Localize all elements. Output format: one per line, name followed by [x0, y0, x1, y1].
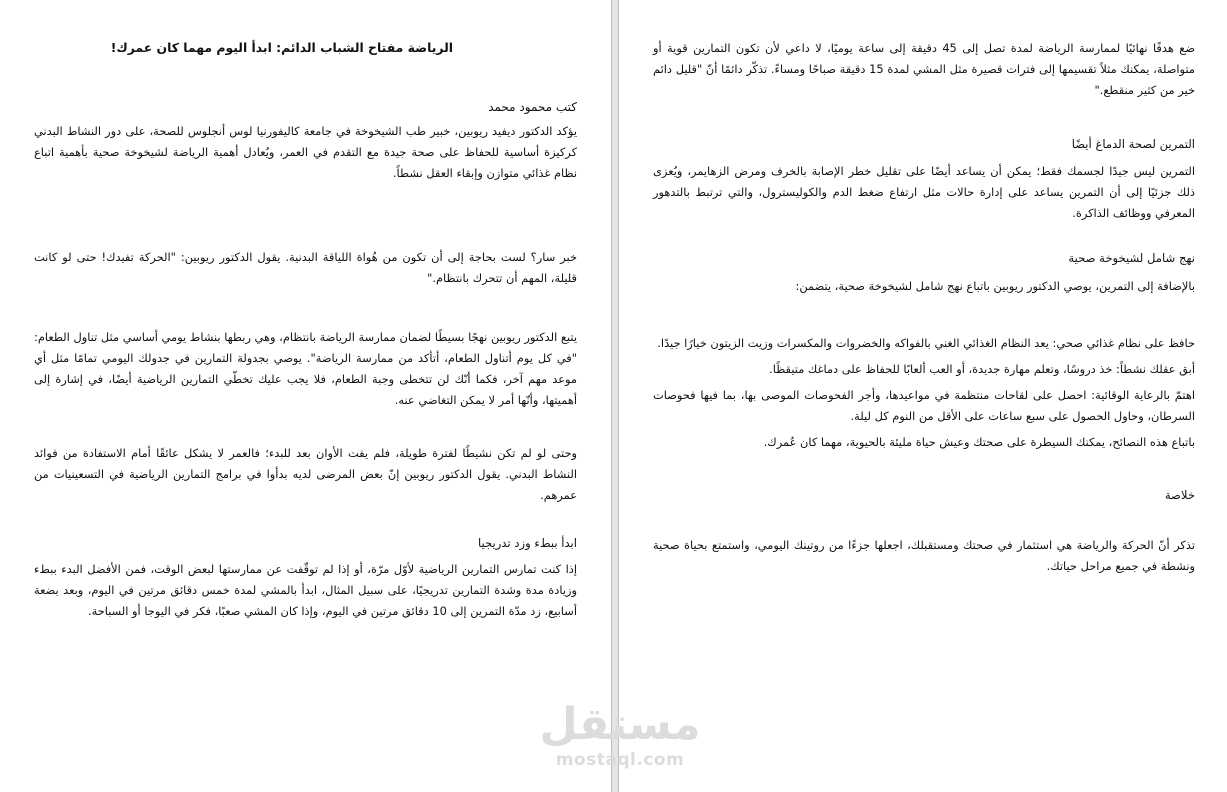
paragraph-good-news: خبر سار؟ لست بحاجة إلى أن تكون من هُواة اللياقة البدنية. يقول الدكتور ريوبين: "الحركة تفيدك! حتى لو كانت قليلة، المهم أن تتحرك بانتظام.": [34, 250, 577, 285]
watermark-arabic: مستقل: [539, 699, 701, 750]
tip-active-mind: أبق عقلك نشطاً: خذ دروسًا، وتعلم مهارة جديدة، أو العب ألعابًا للحفاظ على دماغك متيقظًا.: [769, 362, 1195, 376]
paragraph-summary: تذكر أنّ الحركة والرياضة هي استثمار في صحتك ومستقبلك، اجعلها جزءًا من روتينك اليومي، واستمتع بحياة صحية ونشطة في جميع مراحل حياتك.: [653, 538, 1195, 573]
tip-preventive-care: اهتمّ بالرعاية الوقائية: احصل على لقاحات منتظمة في مواعيدها، وأجر الفحوصات الموصى بها، بما فيها فحوصات السرطان، وحاول الحصول على سبع ساعات على الأقل من النوم كل ليلة.: [653, 388, 1195, 423]
heading-summary: خلاصة: [1164, 488, 1195, 502]
article-title: الرياضة مفتاح الشباب الدائم: ابدأ اليوم مهما كان عمرك!: [110, 40, 453, 55]
paragraph-holistic-approach: بالإضافة إلى التمرين، يوصي الدكتور ريوبين باتباع نهج شامل لشيخوخة صحية، يتضمن:: [795, 279, 1195, 293]
watermark-latin: mostaql.com: [555, 750, 685, 770]
paragraph-brain-health: التمرين ليس جيدًا لجسمك فقط؛ يمكن أن يساعد أيضًا على تقليل خطر الإصابة بالخرف ومرض الزهايمر، ويُعزى ذلك جزئيًا إلى أن التمرين يساعد على إدارة حالات مثل ارتفاع ضغط الدم والكوليسترول، والتي ترتبط بالتدهور المعرفي ووظائف الذاكرة.: [653, 164, 1195, 220]
tip-healthy-diet: حافظ على نظام غذائي صحي: يعد النظام الغذائي الغني بالفواكه والخضروات والمكسرات وزيت الزيتون خيارًا جيدًا.: [657, 336, 1195, 350]
document-page-left: [0, 0, 612, 792]
paragraph-start-slowly: إذا كنت تمارس التمارين الرياضية لأوّل مرّة، أو إذا لم توقّفت عن ممارستها لبعض الوقت، فمن الأفضل البدء ببطء وزيادة مدة وشدة التمارين تدريجيًا، على سبيل المثال، ابدأ بالمشي لمدة خمس دقائق مرتين في اليوم، وبعد بضعة أسابيع، زد مدّة التمرين إلى 10 دقائق مرتين في اليوم، وإذا كان المشي صعبًا، فكر في اليوجا أو السباحة.: [34, 562, 577, 618]
article-author: كتب محمود محمد: [488, 100, 577, 114]
paragraph-approach: يتبع الدكتور ريوبين نهجًا بسيطًا لضمان ممارسة الرياضة بانتظام، وهي ربطها بنشاط يومي أساسي مثل تناول الطعام: "في كل يوم أتناول الطعام، أتأكد من ممارسة الرياضة". يوصي بجدولة التمارين في جدولك اليومي تمامًا مثل أي موعد مهم آخر، فكما أنّك لن تتخطى وجبة الطعام، فلا يجب عليك تخطّي التمارين الرياضية أيضًا، في إشارة إلى أهميتها، وأنّها أمر لا يمكن التغاضي عنه.: [33, 330, 577, 407]
heading-brain-health: التمرين لصحة الدماغ أيضًا: [1071, 137, 1195, 151]
paragraph-follow-tips: باتباع هذه النصائح، يمكنك السيطرة على صحتك وعيش حياة مليئة بالحيوية، مهما كان عُمرك.: [763, 435, 1195, 449]
paragraph-never-late: وحتى لو لم تكن نشيطًا لفترة طويلة، فلم يفت الأوان بعد للبدء؛ فالعمر لا يشكل عائقًا أمام الاستفادة من فوائد النشاط البدني. يقول الدكتور ريوبين إنّ بعض المرضى لديه بدأوا في برامج التمارين الرياضية في التسعينيات من عمرهم.: [34, 446, 577, 502]
heading-start-slowly: ابدأ ببطء وزد تدريجيا: [477, 536, 577, 550]
document-page-right: [618, 0, 1227, 792]
heading-holistic-approach: نهج شامل لشيخوخة صحية: [1068, 251, 1195, 265]
paragraph-intro: يؤكد الدكتور ديفيد ريوبين، خبير طب الشيخوخة في جامعة كاليفورنيا لوس أنجلوس للصحة، على دور النشاط البدني كركيزة أساسية للحفاظ على صحة جيدة مع التقدم في العمر، ويُعادل أهمية الرياضة لشيخوخة صحية بأهمية اتباع نظام غذائي متوازن وإبقاء العقل نشطاً.: [34, 124, 577, 180]
paragraph-daily-goal: ضع هدفًا نهائيًا لممارسة الرياضة لمدة تصل إلى 45 دقيقة إلى ساعة يوميًا، لا داعي لأن تكون التمارين قوية أو متواصلة، يمكنك مثلاً تقسيمها إلى فترات قصيرة مثل المشي لمدة 15 دقيقة صباحًا ومساءً. تذكّر دائمًا أنّ "قليل دائم خير من كثير منقطع.": [653, 41, 1195, 97]
